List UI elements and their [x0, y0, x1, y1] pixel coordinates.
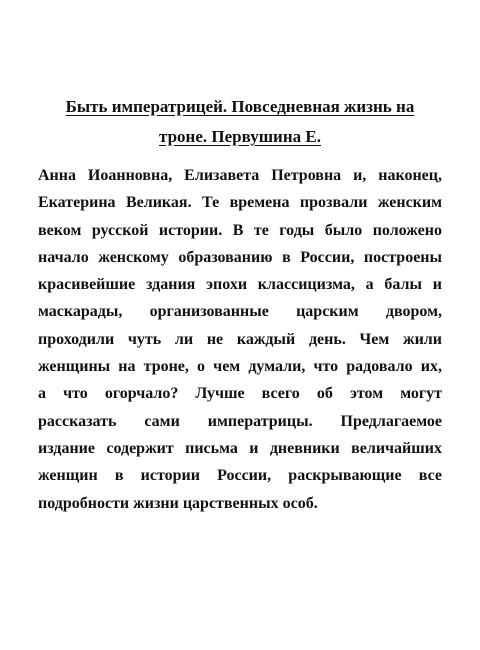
body-line: Екатерина Великая. Те времена прозвали женским	[38, 194, 442, 212]
body-line: красивейшие здания эпохи классицизма, а балы и	[38, 276, 442, 294]
body-line: веком русской истории. В те годы было положено	[38, 221, 442, 239]
body-line: женщин в истории России, раскрывающие все	[38, 467, 442, 485]
body-line: издание содержит письма и дневники величайших	[38, 439, 442, 457]
body-line: маскарады, организованные царским двором,	[38, 303, 442, 321]
document-title	[38, 92, 442, 152]
document-body	[38, 162, 442, 517]
body-line: а что огорчало? Лучше всего об этом могут	[38, 385, 442, 403]
body-line: проходили чуть ли не каждый день. Чем жили	[38, 330, 442, 348]
title-line: троне. Первушина Е.	[159, 127, 321, 146]
title-line: Быть императрицей. Повседневная жизнь на	[65, 97, 415, 116]
body-line: женщины на троне, о чем думали, что радовало их,	[38, 358, 442, 376]
body-line: рассказать сами императрицы. Предлагаемое	[38, 412, 442, 430]
body-line: подробности жизни царственных особ.	[38, 494, 318, 512]
body-line: Анна Иоанновна, Елизавета Петровна и, наконец,	[38, 167, 442, 184]
body-line: начало женскому образованию в России, построены	[38, 248, 442, 266]
